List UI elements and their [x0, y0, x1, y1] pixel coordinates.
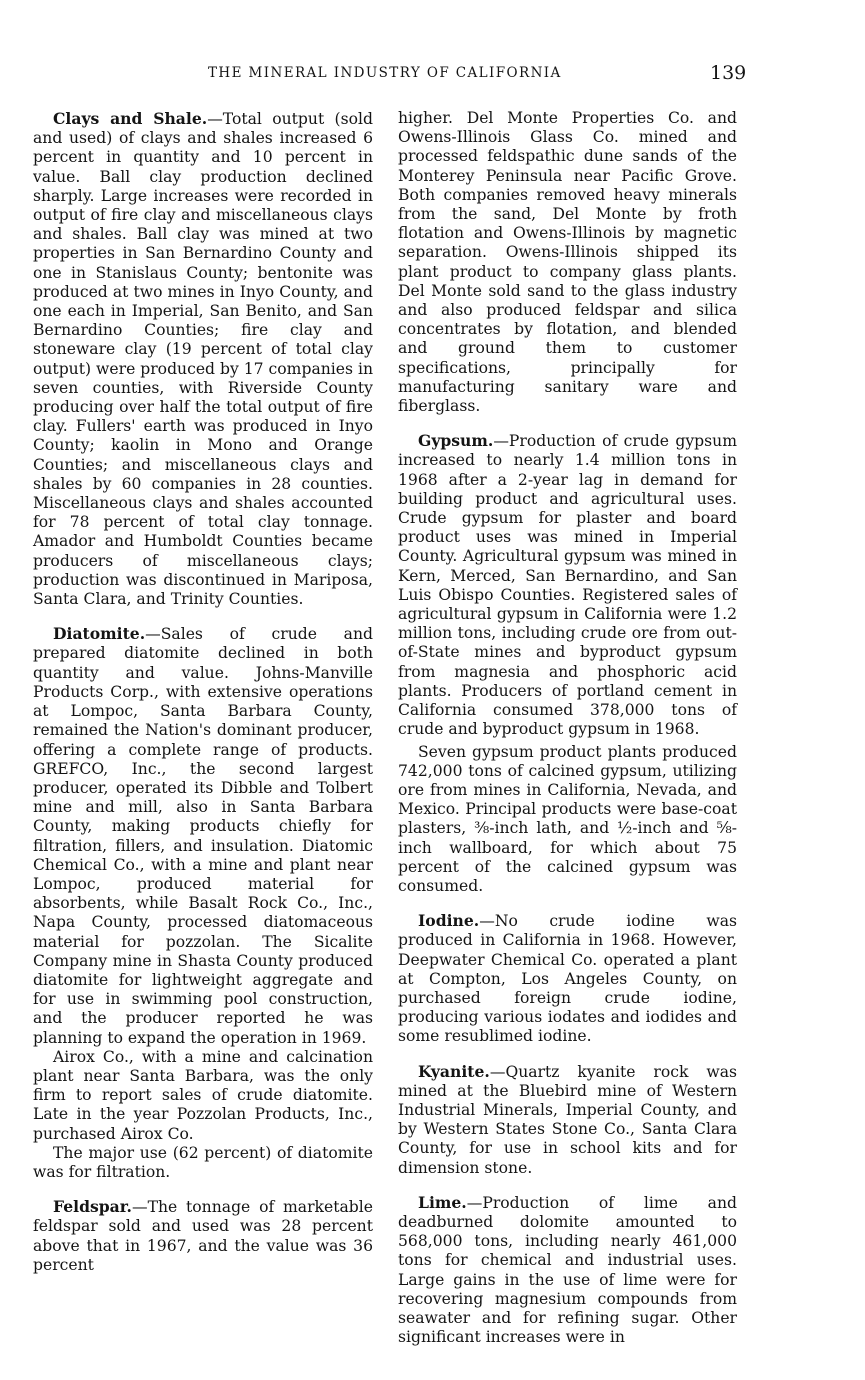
running-title: THE MINERAL INDUSTRY OF CALIFORNIA [208, 65, 562, 81]
right-column [398, 109, 737, 1347]
iodine-text: —No crude iodine was produced in California in 1968. However, Deepwater Chemical Co. operated a plant at Compton, Los Angeles County, on purchased foreign crude iodine, producing various iodates and iodides and some resublimed iodine. [398, 912, 737, 1046]
iodine-section [398, 911, 737, 1046]
clays-section [33, 109, 373, 609]
page-number: 139 [710, 62, 747, 84]
diatomite-paragraph-2: Airox Co., with a mine and calcination plant near Santa Barbara, was the only firm to report sales of crude diatomite. Late in the year Pozzolan Products, Inc., purchased Airox Co. [33, 1047, 373, 1143]
iodine-heading: Iodine. [418, 911, 480, 931]
running-header [0, 62, 865, 86]
gypsum-paragraph-2: Seven gypsum product plants produced 742,000 tons of calcined gypsum, utilizing ore from mines in California, Nevada, and Mexico. Principal products were base-coat plasters, ⅜-inch lath, and ½-inch and ⅝-inch wallboard, for which about 75 percent of the calcined gypsum was consumed. [398, 742, 737, 895]
lime-text: —Production of lime and deadburned dolomite amounted to 568,000 tons, including nearly 461,000 tons for chemical and industrial uses. Large gains in the use of lime were for recovering magnesium compounds from seawater and for refining sugar. Other significant increases were in [398, 1193, 737, 1347]
diatomite-text: —Sales of crude and prepared diatomite declined in both quantity and value. Johns-Manville Products Corp., with extensive operations at Lompoc, Santa Barbara County, remained the Nation's dominant producer, offering a complete range of products. GREFCO, Inc., the second largest producer, operated its Dibble and Tolbert mine and mill, also in Santa Barbara County, making products chiefly for filtration, fillers, and insulation. Diatomic Chemical Co., with a mine and plant near Lompoc, produced material for absorbents, while Basalt Rock Co., Inc., Napa County, processed diatomaceous material for pozzolan. The Sicalite Company mine in Shasta County produced diatomite for lightweight aggregate and for use in swimming pool construction, and the producer reported he was planning to expand the operation in 1969. [33, 625, 373, 1047]
feldspar-text: —The tonnage of marketable feldspar sold and used was 28 percent above that in 1967, and the value was 36 percent [33, 1198, 373, 1274]
gypsum-heading: Gypsum. [418, 431, 494, 451]
lime-heading: Lime. [418, 1192, 467, 1212]
kyanite-heading: Kyanite. [418, 1061, 490, 1081]
clays-text: —Total output (sold and used) of clays and shales increased 6 percent in quantity and 10 percent in value. Ball clay production declined sharply. Large increases were recorded in output of fire clay and miscellaneous clays and shales. Ball clay was mined at two properties in San Bernardino County and one in Stanislaus County; bentonite was produced at two mines in Inyo County, and one each in Imperial, San Benito, and San Bernardino Counties; fire clay and stoneware clay (19 percent of total clay output) were produced by 17 companies in seven counties, with Riverside County producing over half the total output of fire clay. Fullers' earth was produced in Inyo County; kaolin in Mono and Orange Counties; and miscellaneous clays and shales by 60 companies in 28 counties. Miscellaneous clays and shales accounted for 78 percent of total clay tonnage. Amador and Humboldt Counties became producers of miscellaneous clays; production was discontinued in Mariposa, Santa Clara, and Trinity Counties. [33, 110, 373, 609]
lime-section [398, 1193, 737, 1348]
diatomite-paragraph-3: The major use (62 percent) of diatomite was for filtration. [33, 1143, 373, 1181]
diatomite-section [33, 624, 373, 1047]
clays-heading: Clays and Shale. [53, 109, 208, 128]
kyanite-section [398, 1062, 737, 1178]
left-column [33, 109, 373, 1275]
gypsum-text: —Production of crude gypsum increased to nearly 1.4 million tons in 1968 after a 2-year lag in demand for building product and agricultural uses. Crude gypsum for plaster and board product uses was mined in Imperial County. Agricultural gypsum was mined in Kern, Merced, San Bernardino, and San Luis Obispo Counties. Registered sales of agricultural gypsum in California were 1.2 million tons, including crude ore from out-of-State mines and byproduct gypsum from magnesia and phosphoric acid plants. Producers of portland cement in California consumed 378,000 tons of crude and byproduct gypsum in 1968. [398, 432, 737, 739]
kyanite-text: —Quartz kyanite rock was mined at the Bluebird mine of Western Industrial Minerals, Imperial County, and by Western States Stone Co., Santa Clara County, for use in school kits and for dimension stone. [398, 1062, 737, 1177]
gypsum-section [398, 431, 737, 739]
diatomite-heading: Diatomite. [53, 624, 146, 644]
feldspar-section [33, 1197, 373, 1275]
feldspar-heading: Feldspar. [53, 1197, 132, 1217]
feldspar-continued: higher. Del Monte Properties Co. and Owens-Illinois Glass Co. mined and processed feldspathic dune sands of the Monterey Peninsula near Pacific Grove. Both companies removed heavy minerals from the sand, Del Monte by froth flotation and Owens-Illinois by magnetic separation. Owens-Illinois shipped its plant product to company glass plants. Del Monte sold sand to the glass industry and also produced feldspar and silica concentrates by flotation, and blended and ground them to customer specifications, principally for manufacturing sanitary ware and fiberglass. [398, 109, 737, 416]
